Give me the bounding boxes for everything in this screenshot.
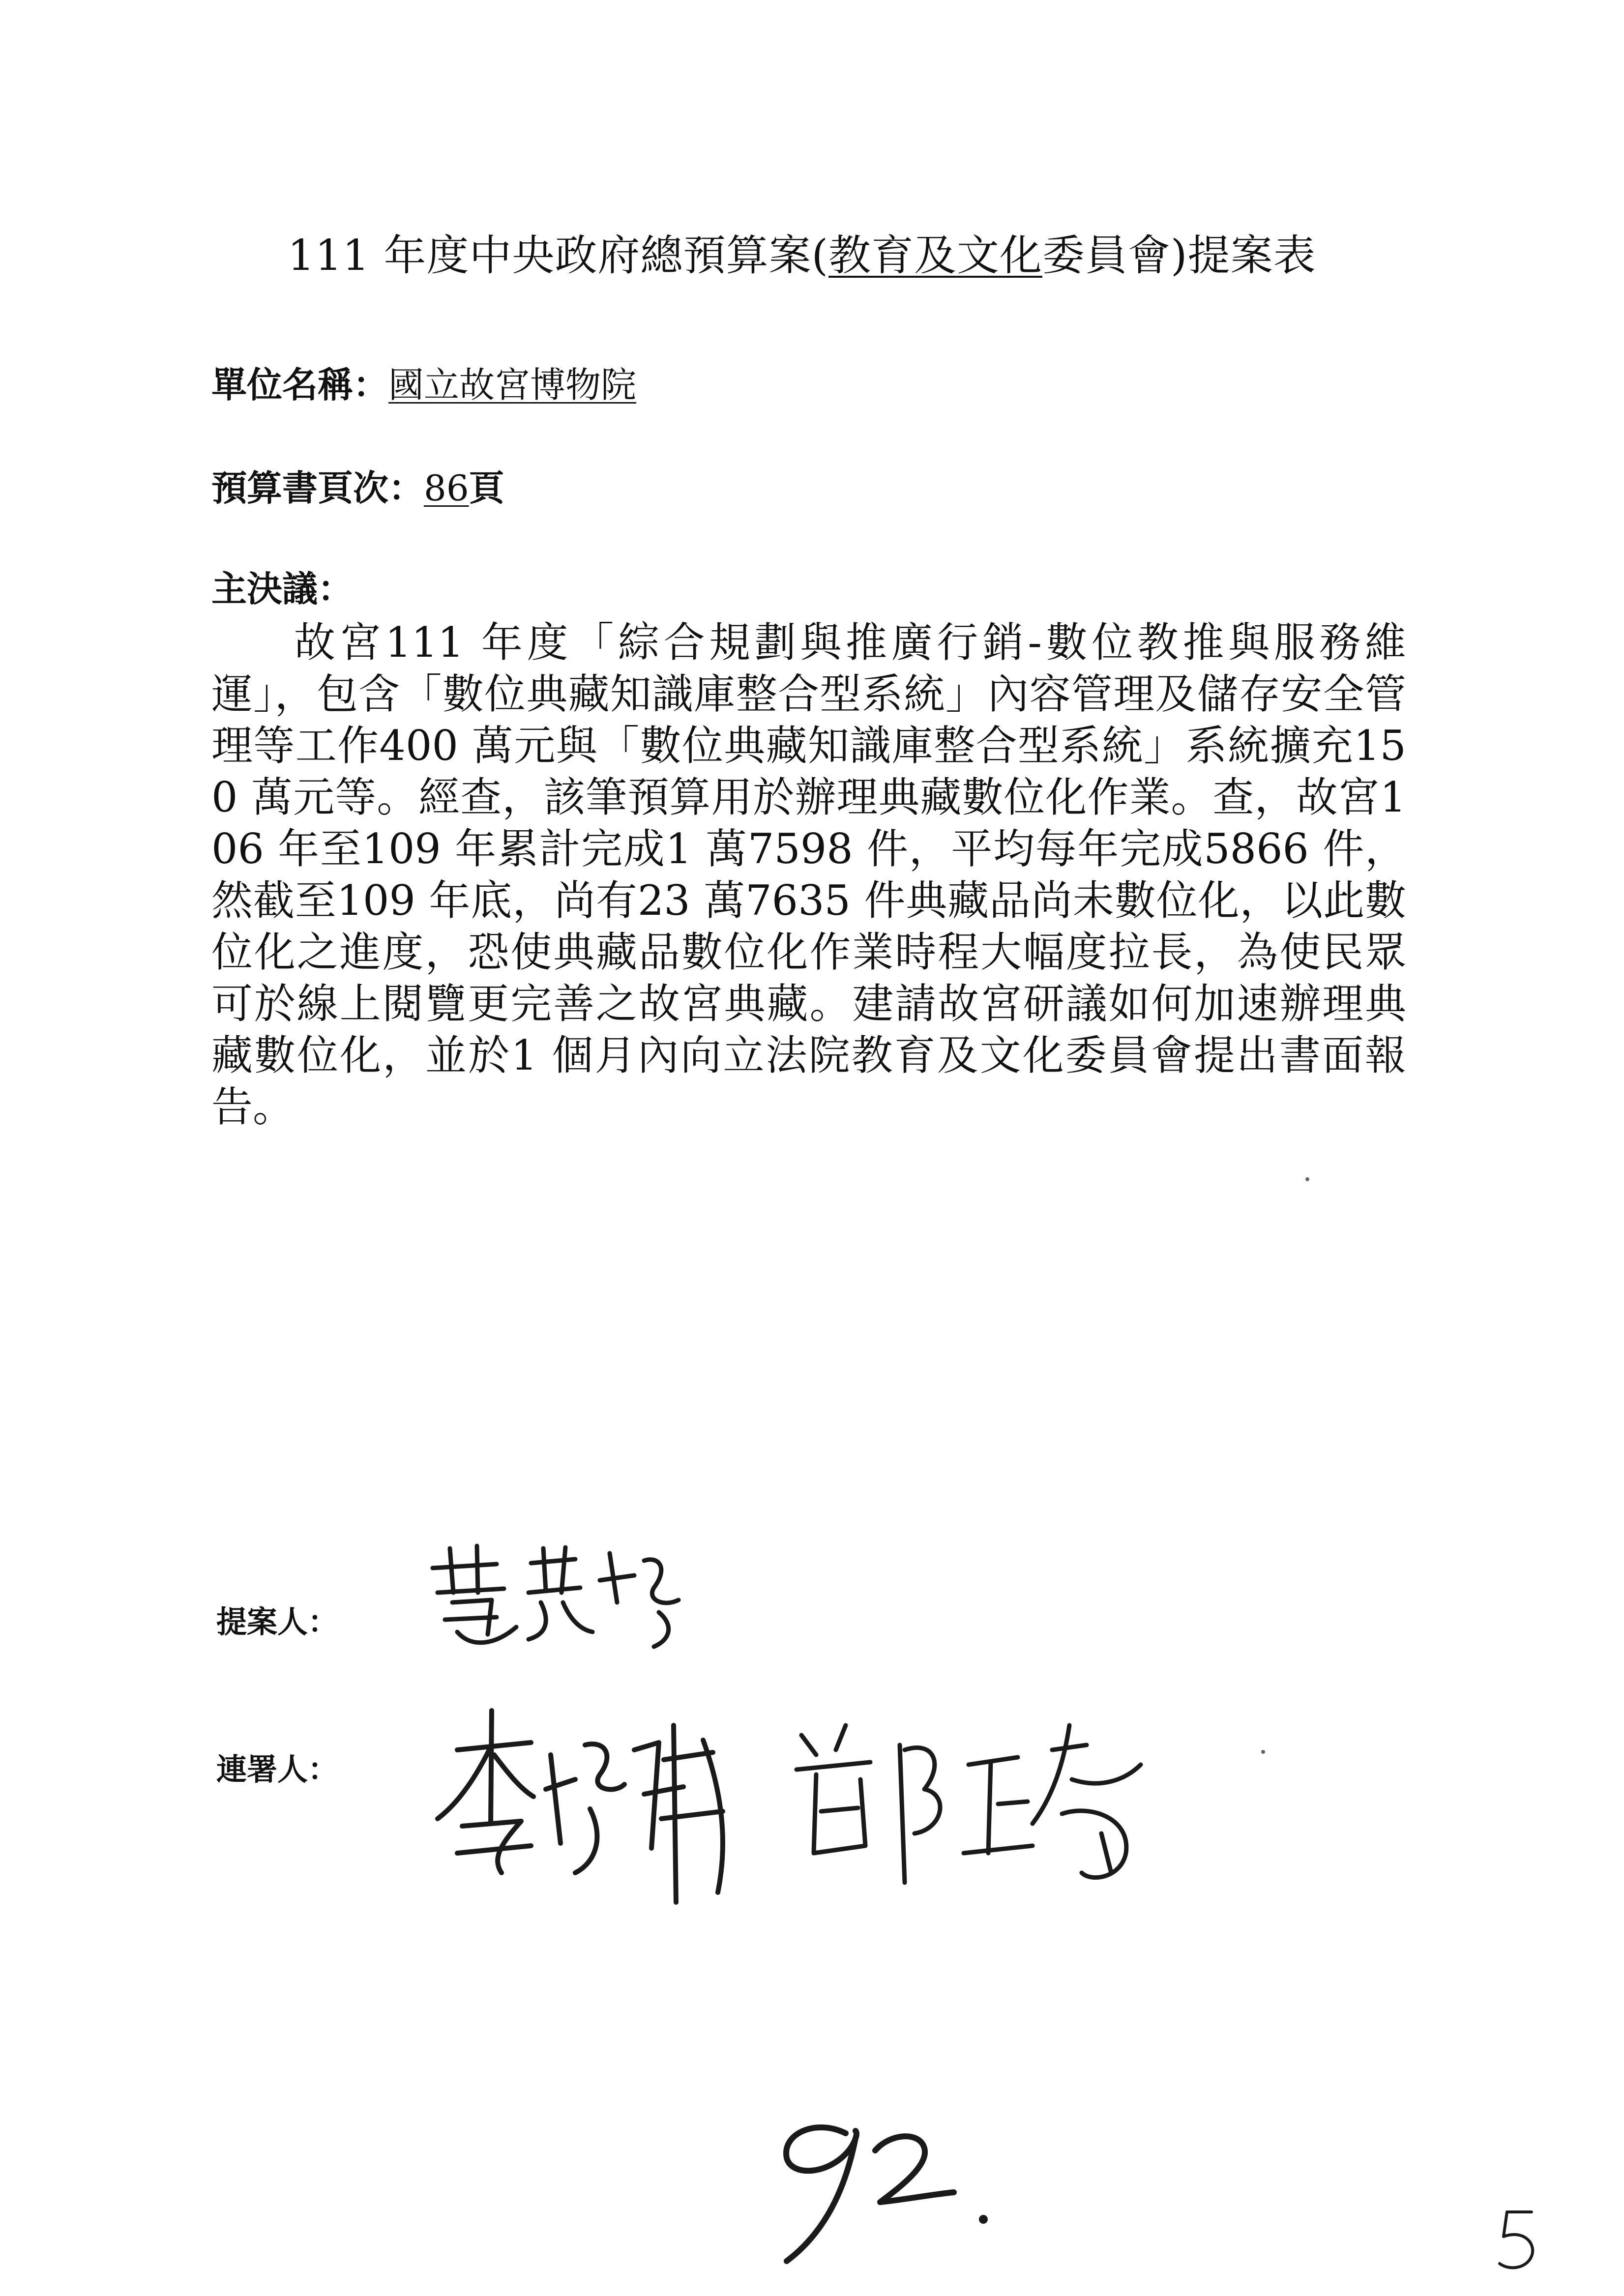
cosigner-label: 連署人： xyxy=(216,1751,339,1787)
stray-mark xyxy=(1305,1177,1309,1181)
budget-page-label: 預算書頁次： xyxy=(211,467,424,509)
unit-label: 單位名稱： xyxy=(211,364,389,406)
budget-page-suffix: 頁 xyxy=(469,467,504,509)
resolution-text: 故宮111 年度「綜合規劃與推廣行銷-數位教推與服務維運」，包含「數位典藏知識庫整合型系統」內容管理及儲存安全管理等工作400 萬元與「數位典藏知識庫整合型系統」系統擴充150 萬元等。經查，該筆預算用於辦理典藏數位化作業。查，故宮106 年至109 年累計完成1 萬7598 件，平均每年完成5866 件，然截至109 年底，尚有23 萬7635 件典藏品尚未數位化，以此數位化之進度，恐使典藏品數位化作業時程大幅度拉長，為使民眾可於線上閱覽更完善之故宮典藏。建請故宮研議如何加速辦理典藏數位化，並於1 個月內向立法院教育及文化委員會提出書面報告。 xyxy=(211,618,1406,1131)
title-suffix: 委員會)提案表 xyxy=(1042,231,1316,280)
stray-mark xyxy=(1261,1750,1265,1754)
page-mark xyxy=(1490,2202,1544,2276)
document-title xyxy=(288,229,1345,283)
proposer-signature xyxy=(423,1534,698,1652)
unit-field xyxy=(211,361,636,408)
budget-page-value: 86 xyxy=(424,467,469,509)
resolution-label: 主決議： xyxy=(211,568,354,610)
proposer-label: 提案人： xyxy=(216,1604,339,1640)
handwritten-number xyxy=(757,2104,1013,2271)
title-committee: 教育及文化 xyxy=(828,231,1043,280)
title-prefix: 111 年度中央政府總預算案( xyxy=(288,231,829,280)
budget-page-field xyxy=(211,465,504,512)
cosigner-signature-2 xyxy=(787,1706,1160,1912)
cosigner-signature-1 xyxy=(428,1696,752,1932)
unit-value: 國立故宮博物院 xyxy=(388,364,637,406)
